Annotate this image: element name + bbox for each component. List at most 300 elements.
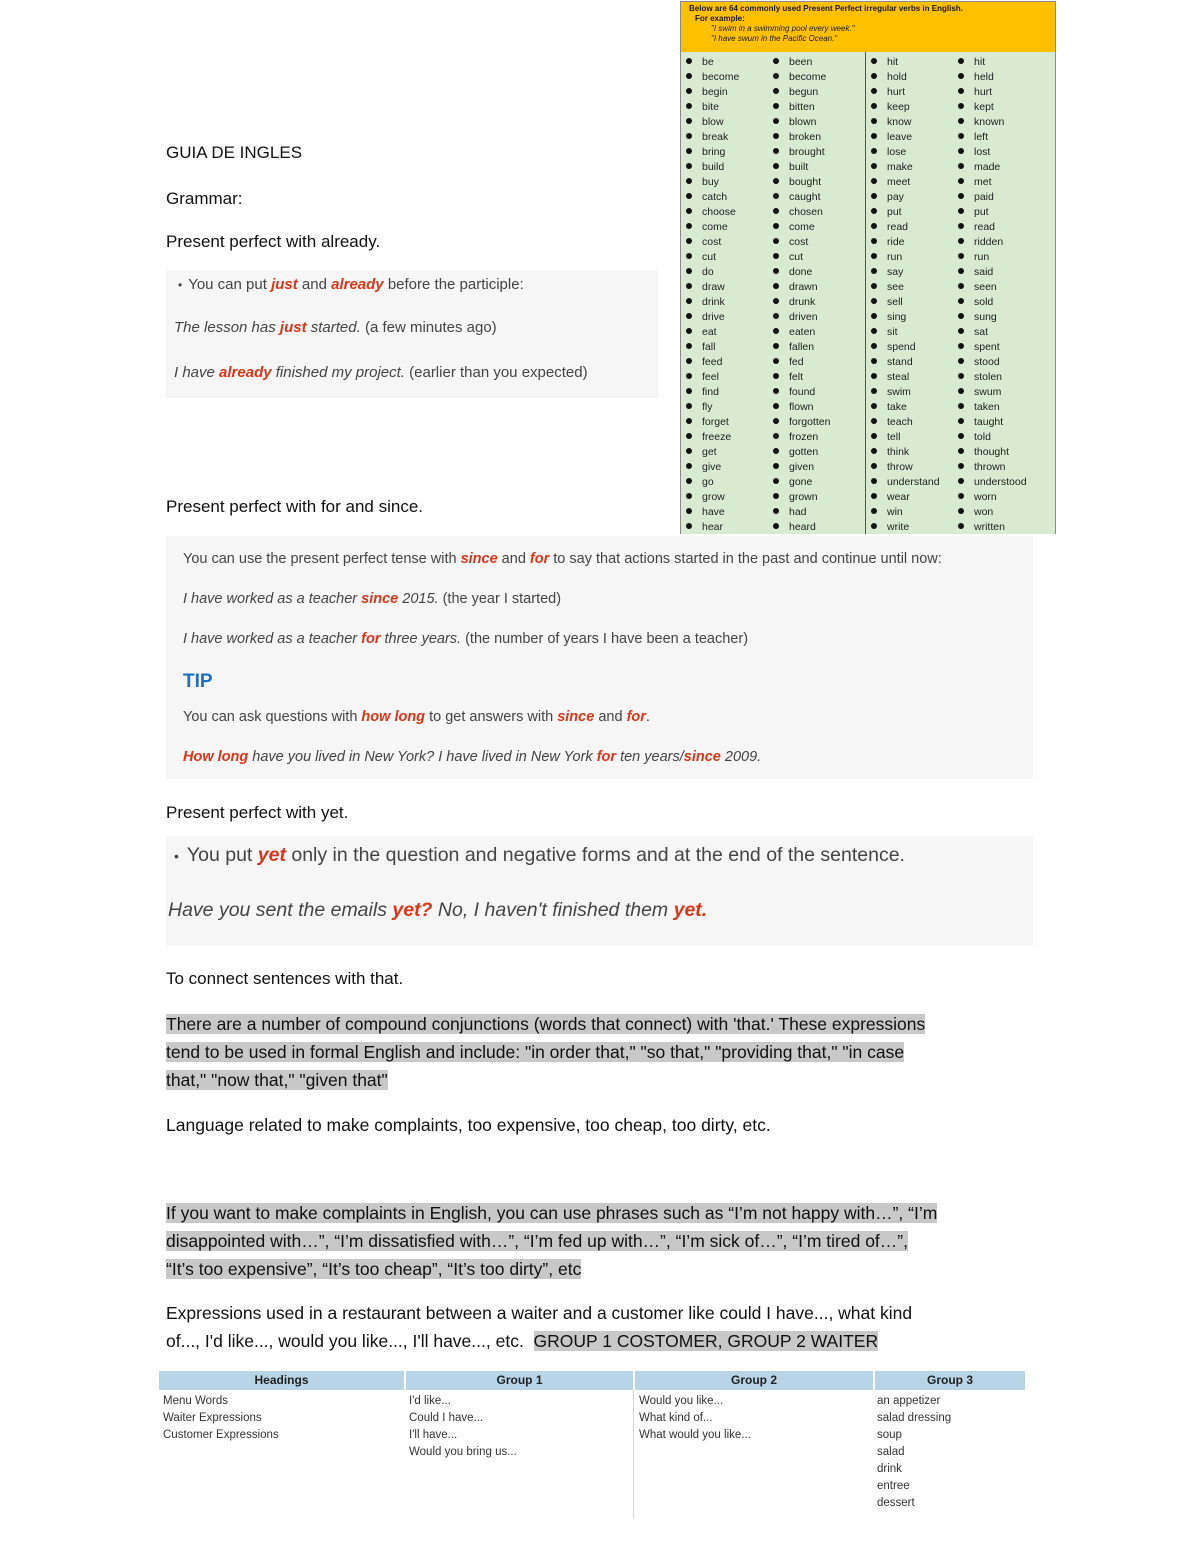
bullet-icon <box>773 493 779 499</box>
verb-item <box>686 295 739 310</box>
since-example: I have worked as a teacher since 2015. (the year I started) <box>183 591 562 607</box>
verb-text: given <box>789 461 815 473</box>
verb-item <box>871 295 940 310</box>
verb-item <box>871 250 940 265</box>
table-divider <box>633 1390 634 1518</box>
bullet-icon <box>958 268 964 274</box>
verb-item <box>958 55 1027 70</box>
verb-text: win <box>887 506 903 518</box>
verb-item <box>958 295 1027 310</box>
bullet-icon <box>958 88 964 94</box>
yet-bullet: • You put yet only in the question and negative forms and at the end of the sentence. <box>174 844 905 866</box>
verb-text: met <box>974 176 992 188</box>
bullet-icon <box>686 208 692 214</box>
bullet-icon <box>871 148 877 154</box>
verb-text: find <box>702 386 719 398</box>
verb-item <box>958 100 1027 115</box>
bullet-icon <box>871 373 877 379</box>
header-group-2: Group 2 <box>635 1371 873 1390</box>
heading-that: To connect sentences with that. <box>166 969 404 988</box>
bullet-icon <box>871 268 877 274</box>
bullet-icon <box>686 283 692 289</box>
heading-already: Present perfect with already. <box>166 232 381 251</box>
verb-text: break <box>702 131 729 143</box>
verb-item <box>773 280 830 295</box>
bullet-icon <box>958 208 964 214</box>
verb-item <box>871 370 940 385</box>
table-cell: Customer Expressions <box>163 1429 279 1441</box>
verb-item <box>686 190 739 205</box>
verb-item <box>871 235 940 250</box>
group-1-column <box>409 1393 517 1461</box>
verb-text: seen <box>974 281 997 293</box>
bullet-icon <box>773 118 779 124</box>
verb-text: choose <box>702 206 736 218</box>
verb-table-example-label: For example: <box>695 14 745 23</box>
bullet-icon <box>686 238 692 244</box>
bullet-icon <box>958 478 964 484</box>
verb-text: lose <box>887 146 907 158</box>
verb-text: run <box>974 251 990 263</box>
verb-item <box>871 115 940 130</box>
verb-item <box>686 415 739 430</box>
verb-text: keep <box>887 101 910 113</box>
verb-text: ridden <box>974 236 1004 248</box>
bullet-icon <box>871 253 877 259</box>
bullet-icon <box>686 448 692 454</box>
verb-item <box>773 160 830 175</box>
verb-item <box>686 370 739 385</box>
verb-text: taken <box>974 401 1000 413</box>
verb-text: brought <box>789 146 825 158</box>
table-cell: What would you like... <box>639 1429 751 1441</box>
table-cell: Would you like... <box>639 1395 724 1407</box>
verb-item <box>958 400 1027 415</box>
already-bullet: • You can put just and already before the participle: <box>178 276 524 293</box>
verb-item <box>773 385 830 400</box>
bullet-icon <box>958 508 964 514</box>
table-cell: What kind of... <box>639 1412 713 1424</box>
verb-item <box>958 385 1027 400</box>
table-cell: Would you bring us... <box>409 1446 517 1458</box>
bullet-icon <box>871 463 877 469</box>
verb-text: see <box>887 281 904 293</box>
verb-text: won <box>974 506 994 518</box>
verb-text: teach <box>887 416 913 428</box>
verb-item <box>773 295 830 310</box>
verb-text: paid <box>974 191 994 203</box>
bullet-icon <box>686 103 692 109</box>
bullet-icon <box>871 133 877 139</box>
table-cell: Menu Words <box>163 1395 228 1407</box>
verb-item <box>871 145 940 160</box>
verb-item <box>686 70 739 85</box>
verb-item <box>871 190 940 205</box>
verb-text: begin <box>702 86 728 98</box>
verb-item <box>958 280 1027 295</box>
verb-item <box>958 430 1027 445</box>
verb-item <box>871 445 940 460</box>
verb-text: cut <box>789 251 804 263</box>
complaints-paragraph: If you want to make complaints in English, you can use phrases such as “I’m not happy with…”, “I’m disappointed with…”, “I’m dissatisfied with…”, “I’m fed up with…”, “I’m sick of…”, “I’m tired of…”, “It’s too expensive”, “It’s too cheap”, “It’s too dirty”, etc <box>166 1203 938 1279</box>
already-example-1: The lesson has just started. (a few minutes ago) <box>174 319 497 336</box>
verb-item <box>871 460 940 475</box>
bullet-icon <box>958 298 964 304</box>
bullet-icon <box>958 118 964 124</box>
verb-text: told <box>974 431 991 443</box>
bullet-icon <box>871 448 877 454</box>
verb-text: ride <box>887 236 905 248</box>
verb-item <box>773 505 830 520</box>
bullet-icon <box>958 448 964 454</box>
verb-text: had <box>789 506 807 518</box>
bullet-icon <box>773 103 779 109</box>
verb-item <box>958 175 1027 190</box>
bullet-icon <box>773 328 779 334</box>
verb-text: swum <box>974 386 1002 398</box>
bullet-icon <box>773 73 779 79</box>
verb-item <box>871 325 940 340</box>
grammar-label: Grammar: <box>166 189 243 208</box>
bullet-icon <box>958 328 964 334</box>
verb-text: kept <box>974 101 994 113</box>
verb-table-body <box>681 52 1055 534</box>
verb-table-divider <box>865 52 866 534</box>
verb-text: say <box>887 266 904 278</box>
bullet-icon <box>958 103 964 109</box>
verb-text: left <box>974 131 989 143</box>
verb-text: hurt <box>974 86 993 98</box>
bullet-icon <box>686 433 692 439</box>
bullet-icon <box>958 178 964 184</box>
bullet-icon <box>871 523 877 529</box>
bullet-icon <box>958 313 964 319</box>
bullet-icon <box>686 418 692 424</box>
bullet-icon <box>686 388 692 394</box>
verb-item <box>686 325 739 340</box>
bullet-icon <box>773 358 779 364</box>
verb-text: cut <box>702 251 717 263</box>
verb-text: understood <box>974 476 1027 488</box>
verb-text: put <box>887 206 902 218</box>
bullet-icon <box>773 223 779 229</box>
verb-item <box>871 385 940 400</box>
table-cell: I'd like... <box>409 1395 451 1407</box>
verb-text: fall <box>702 341 716 353</box>
verb-text: sold <box>974 296 994 308</box>
verb-item <box>773 475 830 490</box>
verb-item <box>773 115 830 130</box>
verb-item <box>686 130 739 145</box>
verb-text: read <box>887 221 909 233</box>
verb-text: run <box>887 251 903 263</box>
verb-text: become <box>789 71 827 83</box>
verb-column-participle-2 <box>958 55 1027 535</box>
bullet-icon <box>773 148 779 154</box>
heading-for-since: Present perfect with for and since. <box>166 497 424 516</box>
verb-item <box>686 430 739 445</box>
bullet-icon <box>773 418 779 424</box>
bullet-icon <box>686 493 692 499</box>
verb-item <box>958 190 1027 205</box>
verb-text: sing <box>887 311 907 323</box>
bullet-icon <box>871 493 877 499</box>
verb-item <box>871 490 940 505</box>
bullet-icon <box>686 88 692 94</box>
verb-text: fed <box>789 356 804 368</box>
verb-item <box>686 115 739 130</box>
bullet-icon <box>871 478 877 484</box>
table-cell: Waiter Expressions <box>163 1412 262 1424</box>
verb-text: sit <box>887 326 898 338</box>
verb-text: done <box>789 266 813 278</box>
verb-item <box>686 220 739 235</box>
verb-item <box>958 235 1027 250</box>
bullet-icon <box>871 313 877 319</box>
verb-text: know <box>887 116 912 128</box>
bullet-icon <box>686 193 692 199</box>
verb-item <box>871 175 940 190</box>
bullet-icon <box>871 238 877 244</box>
bullet-icon <box>871 283 877 289</box>
verb-item <box>773 205 830 220</box>
verb-item <box>773 520 830 535</box>
verb-text: drink <box>702 296 725 308</box>
verb-item <box>686 280 739 295</box>
verb-text: cost <box>702 236 722 248</box>
restaurant-paragraph: Expressions used in a restaurant between a waiter and a customer like could I have..., what kind of..., I'd like..., would you like..., I'll have..., etc. GROUP 1 COSTOMER, GROUP 2 WAITER <box>166 1303 913 1351</box>
for-since-example-box <box>166 536 1033 779</box>
bullet-icon <box>871 508 877 514</box>
already-example-2: I have already finished my project. (earlier than you expected) <box>174 364 588 381</box>
already-example-box <box>166 270 658 398</box>
verb-table-header <box>681 2 1055 52</box>
verb-column-base-2 <box>871 55 940 535</box>
bullet-icon <box>958 148 964 154</box>
verb-text: pay <box>887 191 904 203</box>
verb-item <box>871 85 940 100</box>
verb-item <box>958 325 1027 340</box>
verb-item <box>773 490 830 505</box>
verb-item <box>686 400 739 415</box>
verb-item <box>686 520 739 535</box>
bullet-icon <box>686 253 692 259</box>
verb-item <box>686 355 739 370</box>
bullet-icon <box>958 523 964 529</box>
verb-column-base-1 <box>686 55 739 535</box>
verb-item <box>871 520 940 535</box>
verb-item <box>686 55 739 70</box>
verb-item <box>871 280 940 295</box>
verb-text: spend <box>887 341 916 353</box>
bullet-icon <box>773 238 779 244</box>
verb-text: stood <box>974 356 1000 368</box>
table-cell: dessert <box>877 1497 915 1509</box>
verb-text: heard <box>789 521 816 533</box>
verb-text: grow <box>702 491 725 503</box>
group-2-column <box>639 1393 751 1444</box>
header-group-1: Group 1 <box>406 1371 633 1390</box>
bullet-icon <box>686 58 692 64</box>
verb-text: steal <box>887 371 910 383</box>
verb-item <box>871 415 940 430</box>
verb-table-title: Below are 64 commonly used Present Perfect irregular verbs in English. <box>689 4 963 13</box>
verb-item <box>686 475 739 490</box>
bullet-icon <box>871 403 877 409</box>
bullet-icon <box>686 298 692 304</box>
bullet-icon: • <box>174 848 179 864</box>
verb-item <box>871 400 940 415</box>
verb-item <box>686 490 739 505</box>
verb-text: catch <box>702 191 728 203</box>
verb-text: built <box>789 161 809 173</box>
verb-text: broken <box>789 131 822 143</box>
verb-item <box>773 175 830 190</box>
verb-text: drawn <box>789 281 818 293</box>
bullet-icon <box>686 523 692 529</box>
bullet-icon <box>773 283 779 289</box>
verb-item <box>958 115 1027 130</box>
verb-text: flown <box>789 401 814 413</box>
table-cell: soup <box>877 1429 902 1441</box>
bullet-icon <box>686 508 692 514</box>
verb-item <box>686 265 739 280</box>
group-assignment: GROUP 1 COSTOMER, GROUP 2 WAITER <box>533 1331 879 1351</box>
bullet-icon <box>686 148 692 154</box>
bullet-icon <box>871 358 877 364</box>
bullet-icon <box>686 328 692 334</box>
bullet-icon <box>871 298 877 304</box>
verb-text: get <box>702 446 717 458</box>
verb-item <box>773 70 830 85</box>
verb-item <box>686 175 739 190</box>
verb-text: eat <box>702 326 717 338</box>
bullet-icon <box>773 58 779 64</box>
verb-item <box>773 235 830 250</box>
verb-text: forgotten <box>789 416 831 428</box>
verb-item <box>773 460 830 475</box>
verb-item <box>773 130 830 145</box>
verb-text: bring <box>702 146 726 158</box>
verb-item <box>686 145 739 160</box>
verb-item <box>686 250 739 265</box>
verb-item <box>958 310 1027 325</box>
verb-text: been <box>789 56 813 68</box>
verb-item <box>871 340 940 355</box>
verb-item <box>773 55 830 70</box>
bullet-icon <box>958 463 964 469</box>
document-title: GUIA DE INGLES <box>166 143 303 162</box>
verb-text: go <box>702 476 714 488</box>
bullet-icon <box>773 208 779 214</box>
verb-item <box>686 160 739 175</box>
verb-text: made <box>974 161 1001 173</box>
verb-text: give <box>702 461 722 473</box>
how-long-explanation: You can ask questions with how long to get answers with since and for. <box>183 709 650 725</box>
verb-item <box>773 190 830 205</box>
verb-item <box>871 265 940 280</box>
verb-text: wear <box>887 491 910 503</box>
verb-text: write <box>887 521 910 533</box>
table-cell: I'll have... <box>409 1429 458 1441</box>
bullet-icon <box>958 493 964 499</box>
verb-item <box>773 85 830 100</box>
bullet-icon <box>773 403 779 409</box>
header-group-3: Group 3 <box>875 1371 1025 1390</box>
verb-text: thrown <box>974 461 1006 473</box>
verb-item <box>686 445 739 460</box>
verb-text: written <box>974 521 1005 533</box>
bullet-icon <box>686 178 692 184</box>
verb-text: sung <box>974 311 997 323</box>
bullet-icon <box>773 298 779 304</box>
verb-text: bitten <box>789 101 815 113</box>
verb-text: fly <box>702 401 713 413</box>
verb-text: bite <box>702 101 719 113</box>
verb-text: come <box>702 221 728 233</box>
verb-item <box>871 205 940 220</box>
verb-item <box>773 430 830 445</box>
verb-item <box>871 130 940 145</box>
verb-item <box>686 85 739 100</box>
verb-item <box>871 220 940 235</box>
verb-item <box>686 100 739 115</box>
verb-text: sat <box>974 326 989 338</box>
verb-item <box>773 220 830 235</box>
verb-item <box>958 340 1027 355</box>
verb-text: grown <box>789 491 818 503</box>
bullet-icon <box>686 478 692 484</box>
verb-column-participle-1 <box>773 55 830 535</box>
verb-text: found <box>789 386 816 398</box>
verb-text: known <box>974 116 1005 128</box>
verb-text: read <box>974 221 996 233</box>
verb-item <box>686 505 739 520</box>
verb-item <box>958 145 1027 160</box>
verb-text: put <box>974 206 989 218</box>
verb-text: lost <box>974 146 991 158</box>
bullet-icon: • <box>178 278 183 292</box>
verb-text: do <box>702 266 714 278</box>
table-cell: salad <box>877 1446 905 1458</box>
bullet-icon <box>686 223 692 229</box>
verb-text: feel <box>702 371 719 383</box>
verb-text: sell <box>887 296 903 308</box>
table-cell: salad dressing <box>877 1412 952 1424</box>
bullet-icon <box>871 223 877 229</box>
bullet-icon <box>686 133 692 139</box>
tip-heading: TIP <box>183 671 213 692</box>
bullet-icon <box>958 403 964 409</box>
verb-item <box>773 250 830 265</box>
verb-text: hurt <box>887 86 906 98</box>
verb-text: stand <box>887 356 913 368</box>
for-example: I have worked as a teacher for three years. (the number of years I have been a teacher) <box>183 631 749 647</box>
verb-text: buy <box>702 176 719 188</box>
complaints-heading: Language related to make complaints, too expensive, too cheap, too dirty, etc. <box>166 1115 771 1135</box>
verb-item <box>686 310 739 325</box>
verb-text: build <box>702 161 725 173</box>
verb-text: thought <box>974 446 1010 458</box>
bullet-icon <box>958 343 964 349</box>
group-3-column <box>877 1393 951 1512</box>
verb-text: make <box>887 161 913 173</box>
verb-item <box>773 415 830 430</box>
verb-text: gotten <box>789 446 819 458</box>
verb-text: gone <box>789 476 813 488</box>
bullet-icon <box>958 223 964 229</box>
heading-yet: Present perfect with yet. <box>166 803 349 822</box>
